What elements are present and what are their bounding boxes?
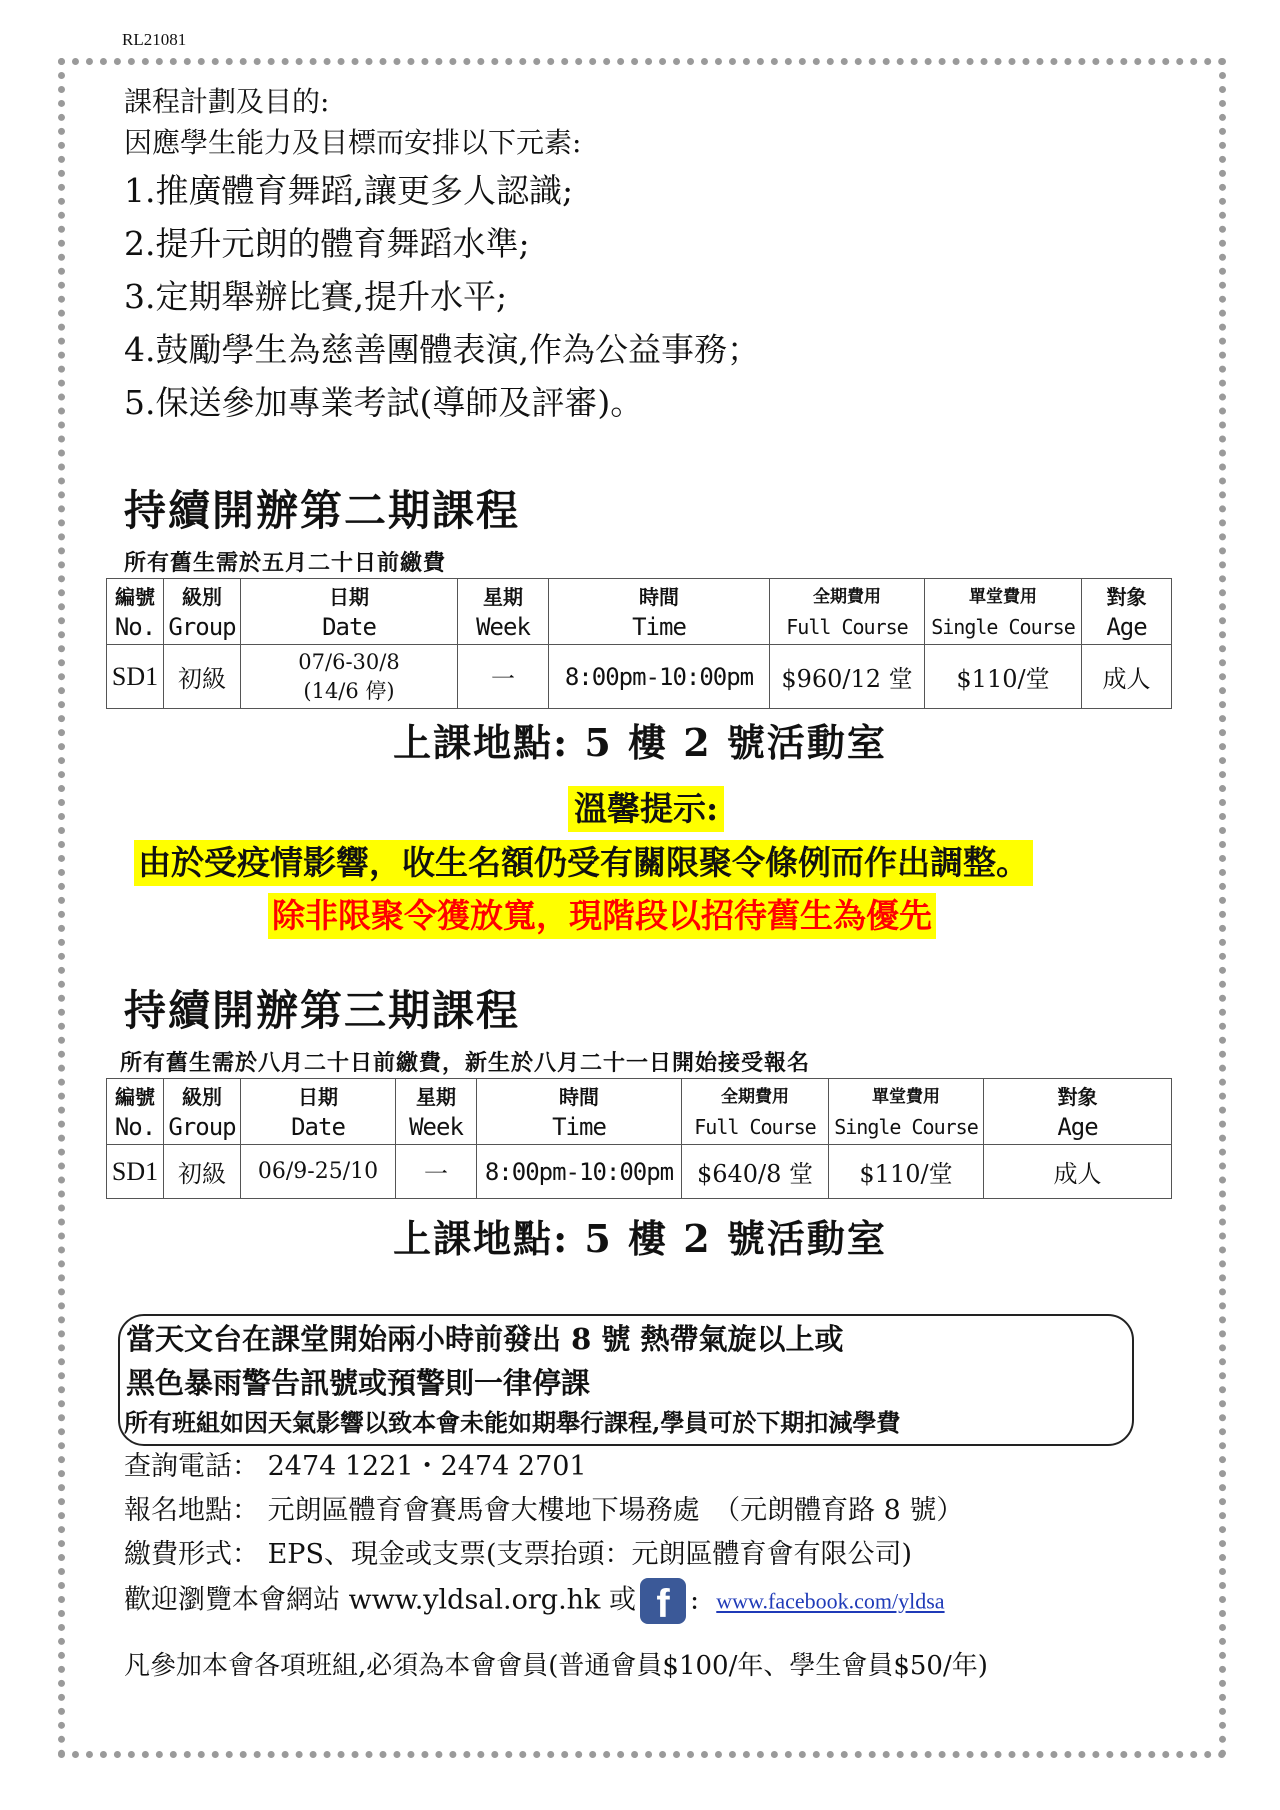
cell-time: 8:00pm-10:00pm: [477, 1145, 682, 1199]
header-no: 編號 No.: [107, 1079, 164, 1145]
intro-item: 5.保送參加專業考試(導師及評審)。: [124, 383, 644, 422]
membership-note: 凡參加本會各項班組,必須為本會會員(普通會員$100/年、學生會員$50/年): [124, 1651, 988, 1681]
cell-age: 成人: [1082, 645, 1172, 709]
header-group: 級別 Group: [164, 579, 241, 645]
facebook-link[interactable]: www.facebook.com/yldsa: [716, 1588, 945, 1614]
term3-note: 所有舊生需於八月二十日前繳費，新生於八月二十一日開始接受報名: [120, 1050, 811, 1076]
table-header-row: [107, 1079, 1172, 1145]
facebook-icon: f: [640, 1578, 686, 1624]
cell-single: $110/堂: [925, 645, 1082, 709]
reminder-line1: 由於受疫情影響，收生名額仍受有關限聚令條例而作出調整。: [134, 840, 1033, 886]
header-no: 編號 No.: [107, 579, 164, 645]
header-group: 級別 Group: [164, 1079, 241, 1145]
term2-venue: 上課地點: 5 樓 2 號活動室: [393, 720, 887, 765]
website-line: [124, 1578, 945, 1624]
term3-table: [106, 1078, 1172, 1199]
cell-week: 一: [396, 1145, 477, 1199]
header-date: 日期 Date: [241, 579, 458, 645]
cell-group: 初級: [164, 645, 241, 709]
intro-item: 3.定期舉辦比賽,提升水平;: [124, 277, 508, 316]
term2-table: [106, 578, 1172, 709]
table-row: [107, 1145, 1172, 1199]
header-time: 時間 Time: [549, 579, 770, 645]
payment-method: 繳費形式： EPS、現金或支票(支票抬頭：元朗區體育會有限公司): [124, 1539, 913, 1570]
header-single-course: 單堂費用 Single Course: [925, 579, 1082, 645]
header-age: 對象 Age: [1082, 579, 1172, 645]
header-date: 日期 Date: [241, 1079, 396, 1145]
header-full-course: 全期費用 Full Course: [682, 1079, 829, 1145]
cell-single: $110/堂: [829, 1145, 984, 1199]
header-full-course: 全期費用 Full Course: [770, 579, 925, 645]
facebook-separator: :: [690, 1584, 700, 1616]
cell-group: 初級: [164, 1145, 241, 1199]
term3-title: 持續開辦第三期課程: [124, 986, 521, 1035]
term2-title: 持續開辦第二期課程: [124, 486, 521, 535]
weather-line1: 當天文台在課堂開始兩小時前發出 8 號 熱帶氣旋以上或: [126, 1322, 844, 1356]
enquiry-phone: 查詢電話： 2474 1221・2474 2701: [124, 1451, 587, 1482]
intro-heading: 課程計劃及目的:: [124, 85, 330, 118]
cell-date: 06/9-25/10: [241, 1145, 396, 1199]
table-row: [107, 645, 1172, 709]
header-week: 星期 Week: [458, 579, 549, 645]
reminder-title: 溫馨提示:: [568, 786, 724, 832]
term3-venue: 上課地點: 5 樓 2 號活動室: [393, 1216, 887, 1261]
cell-age: 成人: [984, 1145, 1172, 1199]
cell-full: $960/12 堂: [770, 645, 925, 709]
intro-subheading: 因應學生能力及目標而安排以下元素:: [124, 126, 582, 159]
intro-item: 4.鼓勵學生為慈善團體表演,作為公益事務；: [124, 330, 760, 369]
registration-address: 報名地點： 元朗區體育會賽馬會大樓地下場務處 （元朗體育路 8 號）: [124, 1495, 964, 1526]
header-single-course: 單堂費用 Single Course: [829, 1079, 984, 1145]
reminder-line2: 除非限聚令獲放寬，現階段以招待舊生為優先: [268, 893, 936, 939]
header-week: 星期 Week: [396, 1079, 477, 1145]
intro-item: 1.推廣體育舞蹈,讓更多人認識;: [124, 171, 574, 210]
table-header-row: [107, 579, 1172, 645]
cell-date: 07/6-30/8 (14/6 停): [241, 645, 458, 709]
header-time: 時間 Time: [477, 1079, 682, 1145]
weather-line3: 所有班組如因天氣影響以致本會未能如期舉行課程,學員可於下期扣減學費: [124, 1408, 901, 1437]
document-id: RL21081: [122, 30, 187, 49]
cell-week: 一: [458, 645, 549, 709]
website-text: 歡迎瀏覽本會網站 www.yldsal.org.hk 或: [124, 1584, 636, 1616]
weather-line2: 黑色暴雨警告訊號或預警則一律停課: [126, 1366, 591, 1400]
cell-no: SD1: [107, 645, 164, 709]
intro-item: 2.提升元朗的體育舞蹈水準;: [124, 224, 530, 263]
cell-full: $640/8 堂: [682, 1145, 829, 1199]
cell-no: SD1: [107, 1145, 164, 1199]
intro-section: [124, 82, 1184, 429]
header-age: 對象 Age: [984, 1079, 1172, 1145]
cell-time: 8:00pm-10:00pm: [549, 645, 770, 709]
term2-note: 所有舊生需於五月二十日前繳費: [124, 550, 447, 576]
